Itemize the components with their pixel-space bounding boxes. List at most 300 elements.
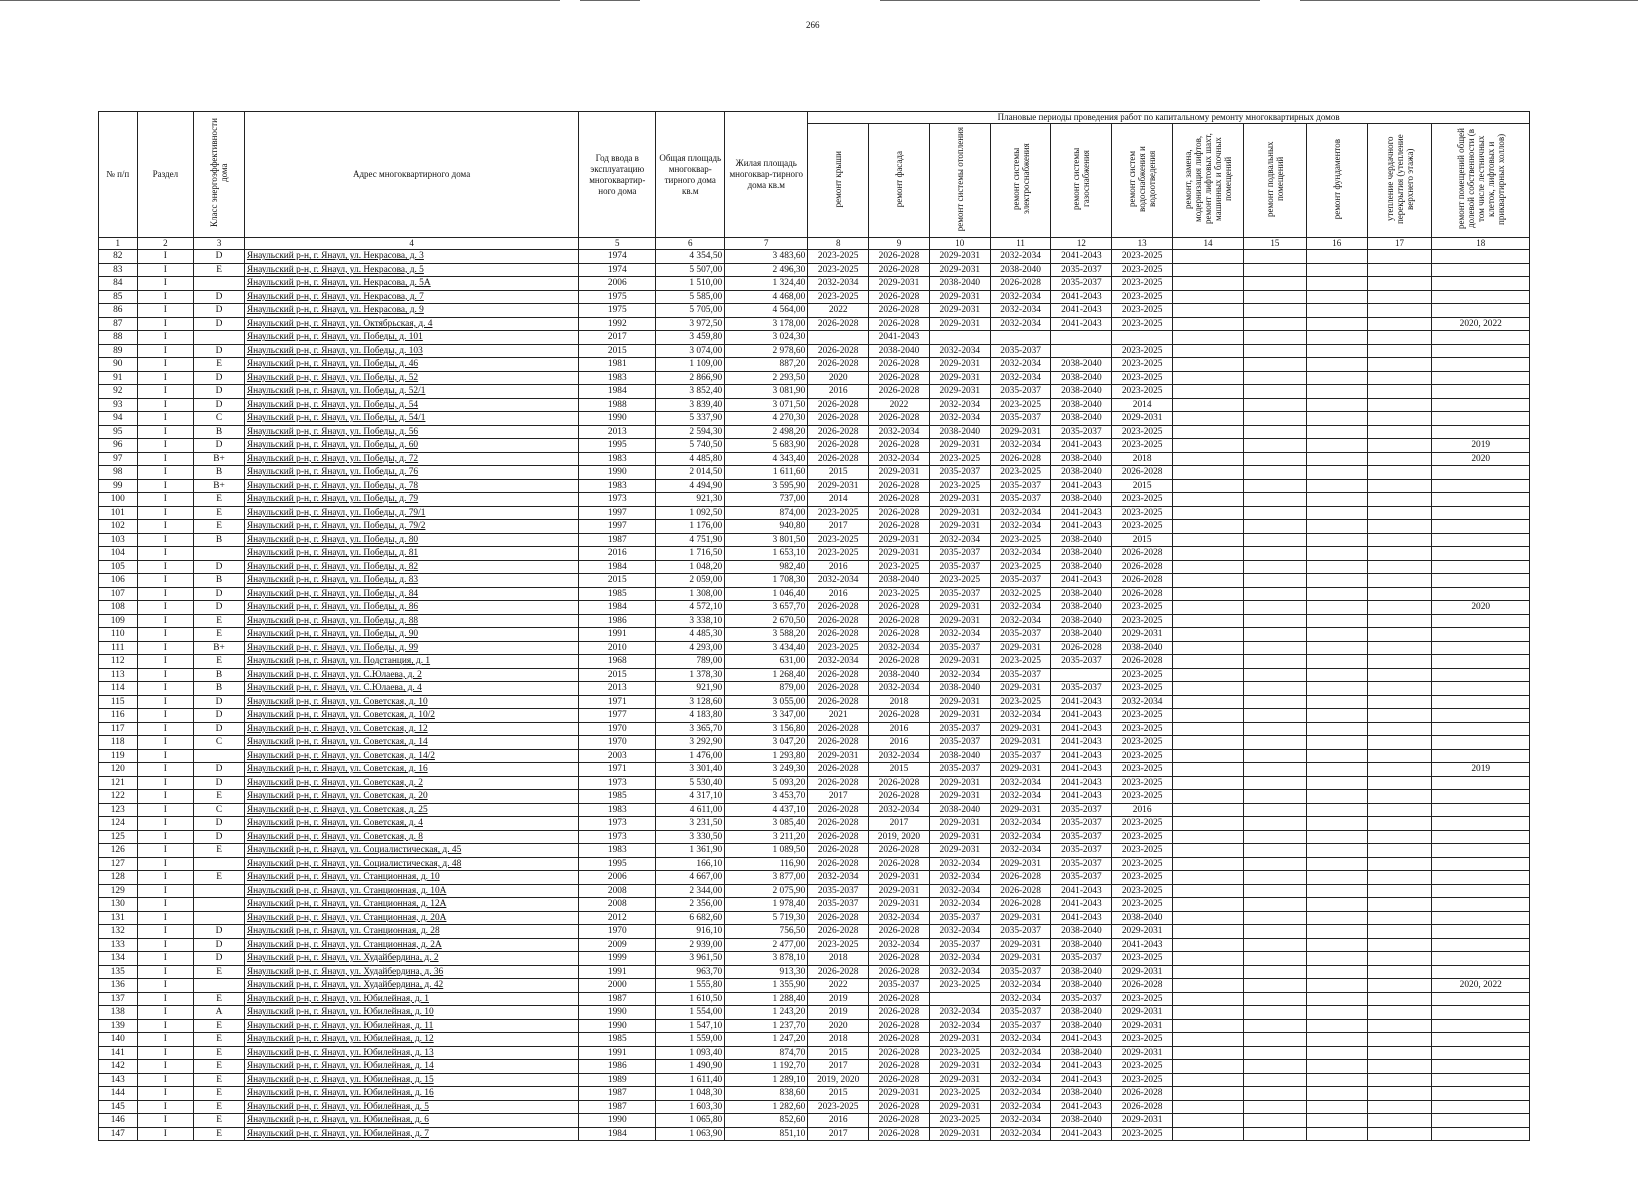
cell-attic-insulation <box>1367 695 1432 709</box>
cell-facade-repair: 2026-2028 <box>869 520 930 534</box>
cell-address: Янаульский р-н, г. Янаул, ул. С.Юлаева, д. 4 <box>244 682 578 696</box>
cell-gas-repair: 2041-2043 <box>1051 722 1112 736</box>
cell-living-area: 1 089,50 <box>725 844 808 858</box>
cell-total-area: 4 293,00 <box>656 641 725 655</box>
cell-common-area-repair <box>1432 898 1530 912</box>
table-row <box>99 776 1530 790</box>
cell-common-area-repair <box>1432 1046 1530 1060</box>
cell-heating-repair: 2035-2037 <box>929 736 990 750</box>
cell-basement-repair <box>1244 520 1307 534</box>
cell-basement-repair <box>1244 709 1307 723</box>
cell-address: Янаульский р-н, г. Янаул, ул. С.Юлаева, д. 2 <box>244 668 578 682</box>
cell-living-area: 3 347,00 <box>725 709 808 723</box>
cell-gas-repair: 2041-2043 <box>1051 574 1112 588</box>
cell-attic-insulation <box>1367 1114 1432 1128</box>
cell-roof-repair: 2023-2025 <box>808 290 869 304</box>
cell-electric-repair: 2032-2034 <box>990 817 1051 831</box>
cell-address: Янаульский р-н, г. Янаул, ул. Советская, д. 2 <box>244 776 578 790</box>
cell-living-area: 940,80 <box>725 520 808 534</box>
cell-elevator-repair <box>1173 1087 1244 1101</box>
cell-address: Янаульский р-н, г. Янаул, ул. Победы, д. 79 <box>244 493 578 507</box>
cell-facade-repair: 2029-2031 <box>869 898 930 912</box>
col-header-9: ремонт фасада <box>869 124 930 238</box>
cell-electric-repair: 2026-2028 <box>990 884 1051 898</box>
cell-year-built: 1973 <box>579 830 656 844</box>
cell-common-area-repair <box>1432 695 1530 709</box>
cell-gas-repair: 2038-2040 <box>1051 1006 1112 1020</box>
cell-heating-repair: 2023-2025 <box>929 1087 990 1101</box>
cell-common-area-repair <box>1432 668 1530 682</box>
table-row <box>99 979 1530 993</box>
cell-foundation-repair <box>1306 911 1367 925</box>
col-header-14: ремонт, замена, модернизация лифтов, ремонт лифтовых шахт, машинных и блочных помещений <box>1173 124 1244 238</box>
cell-facade-repair: 2026-2028 <box>869 250 930 264</box>
cell-living-area: 874,00 <box>725 506 808 520</box>
cell-foundation-repair <box>1306 776 1367 790</box>
cell-facade-repair: 2032-2034 <box>869 938 930 952</box>
cell-water-repair: 2023-2025 <box>1112 250 1173 264</box>
cell-water-repair: 2023-2025 <box>1112 763 1173 777</box>
cell-roof-repair <box>808 331 869 345</box>
cell-section: I <box>137 439 194 453</box>
cell-year-built: 1985 <box>579 587 656 601</box>
cell-heating-repair: 2032-2034 <box>929 344 990 358</box>
cell-year-built: 1970 <box>579 722 656 736</box>
cell-address: Янаульский р-н, г. Янаул, ул. Станционная, д. 12А <box>244 898 578 912</box>
cell-electric-repair: 2032-2034 <box>990 601 1051 615</box>
cell-electric-repair: 2035-2037 <box>990 412 1051 426</box>
cell-address: Янаульский р-н, г. Янаул, ул. Победы, д. 54 <box>244 398 578 412</box>
cell-water-repair: 2023-2025 <box>1112 520 1173 534</box>
table-row <box>99 938 1530 952</box>
cell-electric-repair: 2023-2025 <box>990 695 1051 709</box>
cell-living-area: 913,30 <box>725 965 808 979</box>
cell-water-repair: 2023-2025 <box>1112 425 1173 439</box>
cell-water-repair: 2038-2040 <box>1112 641 1173 655</box>
cell-address: Янаульский р-н, г. Янаул, ул. Юбилейная, д. 7 <box>244 1127 578 1141</box>
cell-water-repair: 2023-2025 <box>1112 344 1173 358</box>
cell-energy-class: E <box>194 614 245 628</box>
cell-living-area: 1 611,60 <box>725 466 808 480</box>
cell-year-built: 1983 <box>579 803 656 817</box>
capital-repair-table <box>98 111 1530 1141</box>
cell-living-area: 1 289,10 <box>725 1073 808 1087</box>
table-row <box>99 898 1530 912</box>
col-number: 10 <box>929 238 990 250</box>
cell-facade-repair: 2026-2028 <box>869 1033 930 1047</box>
cell-year-built: 2006 <box>579 277 656 291</box>
cell-gas-repair: 2035-2037 <box>1051 655 1112 669</box>
cell-attic-insulation <box>1367 763 1432 777</box>
col-header-11: ремонт системы электроснабжения <box>990 124 1051 238</box>
cell-address: Янаульский р-н, г. Янаул, ул. Советская, д. 16 <box>244 763 578 777</box>
table-row <box>99 290 1530 304</box>
col-number: 6 <box>656 238 725 250</box>
cell-section: I <box>137 371 194 385</box>
table-row <box>99 884 1530 898</box>
cell-electric-repair: 2032-2034 <box>990 1046 1051 1060</box>
cell-heating-repair: 2035-2037 <box>929 911 990 925</box>
cell-facade-repair: 2026-2028 <box>869 290 930 304</box>
cell-address: Янаульский р-н, г. Янаул, ул. Юбилейная, д. 12 <box>244 1033 578 1047</box>
cell-foundation-repair <box>1306 722 1367 736</box>
cell-basement-repair <box>1244 331 1307 345</box>
cell-total-area: 1 559,00 <box>656 1033 725 1047</box>
cell-elevator-repair <box>1173 290 1244 304</box>
cell-foundation-repair <box>1306 871 1367 885</box>
table-row <box>99 263 1530 277</box>
cell-roof-repair: 2026-2028 <box>808 911 869 925</box>
cell-elevator-repair <box>1173 398 1244 412</box>
cell-section: I <box>137 466 194 480</box>
cell-total-area: 1 109,00 <box>656 358 725 372</box>
col-number: 17 <box>1367 238 1432 250</box>
cell-water-repair: 2026-2028 <box>1112 574 1173 588</box>
cell-address: Янаульский р-н, г. Янаул, ул. Победы, д. 76 <box>244 466 578 480</box>
cell-attic-insulation <box>1367 1019 1432 1033</box>
cell-electric-repair: 2029-2031 <box>990 425 1051 439</box>
cell-section: I <box>137 506 194 520</box>
cell-foundation-repair <box>1306 749 1367 763</box>
cell-elevator-repair <box>1173 439 1244 453</box>
cell-living-area: 1 247,20 <box>725 1033 808 1047</box>
cell-address: Янаульский р-н, г. Янаул, ул. Юбилейная, д. 16 <box>244 1087 578 1101</box>
cell-total-area: 4 354,50 <box>656 250 725 264</box>
cell-common-area-repair <box>1432 709 1530 723</box>
table-row <box>99 1127 1530 1141</box>
cell-energy-class: B <box>194 668 245 682</box>
cell-foundation-repair <box>1306 371 1367 385</box>
cell-year-built: 1970 <box>579 736 656 750</box>
table-row <box>99 709 1530 723</box>
cell-attic-insulation <box>1367 277 1432 291</box>
cell-energy-class: B <box>194 466 245 480</box>
cell-facade-repair: 2029-2031 <box>869 533 930 547</box>
cell-facade-repair: 2029-2031 <box>869 547 930 561</box>
col-number: 12 <box>1051 238 1112 250</box>
cell-basement-repair <box>1244 952 1307 966</box>
cell-common-area-repair <box>1432 344 1530 358</box>
cell-living-area: 1 708,30 <box>725 574 808 588</box>
cell-heating-repair: 2029-2031 <box>929 1060 990 1074</box>
cell-foundation-repair <box>1306 628 1367 642</box>
cell-year-built: 1981 <box>579 358 656 372</box>
cell-water-repair: 2023-2025 <box>1112 263 1173 277</box>
cell-facade-repair: 2023-2025 <box>869 560 930 574</box>
cell-year-built: 2006 <box>579 871 656 885</box>
cell-address: Янаульский р-н, г. Янаул, ул. Победы, д. 90 <box>244 628 578 642</box>
cell-heating-repair: 2035-2037 <box>929 641 990 655</box>
cell-living-area: 2 496,30 <box>725 263 808 277</box>
table-row <box>99 911 1530 925</box>
cell-attic-insulation <box>1367 1033 1432 1047</box>
cell-row-number: 111 <box>99 641 138 655</box>
cell-living-area: 1 355,90 <box>725 979 808 993</box>
cell-basement-repair <box>1244 736 1307 750</box>
cell-energy-class: B+ <box>194 641 245 655</box>
table-row <box>99 857 1530 871</box>
cell-address: Янаульский р-н, г. Янаул, ул. Советская, д. 10 <box>244 695 578 709</box>
cell-common-area-repair <box>1432 938 1530 952</box>
cell-section: I <box>137 1073 194 1087</box>
cell-energy-class: D <box>194 290 245 304</box>
cell-roof-repair: 2023-2025 <box>808 1100 869 1114</box>
cell-attic-insulation <box>1367 520 1432 534</box>
cell-energy-class: C <box>194 803 245 817</box>
cell-gas-repair: 2026-2028 <box>1051 641 1112 655</box>
cell-gas-repair <box>1051 668 1112 682</box>
cell-elevator-repair <box>1173 385 1244 399</box>
cell-gas-repair: 2035-2037 <box>1051 857 1112 871</box>
cell-gas-repair: 2035-2037 <box>1051 844 1112 858</box>
cell-foundation-repair <box>1306 938 1367 952</box>
cell-row-number: 86 <box>99 304 138 318</box>
cell-gas-repair: 2038-2040 <box>1051 493 1112 507</box>
cell-basement-repair <box>1244 560 1307 574</box>
cell-section: I <box>137 871 194 885</box>
col-number: 2 <box>137 238 194 250</box>
cell-common-area-repair <box>1432 331 1530 345</box>
cell-heating-repair: 2035-2037 <box>929 587 990 601</box>
cell-energy-class: D <box>194 722 245 736</box>
cell-living-area: 3 249,30 <box>725 763 808 777</box>
cell-address: Янаульский р-н, г. Янаул, ул. Худайбердина, д. 42 <box>244 979 578 993</box>
cell-energy-class: D <box>194 385 245 399</box>
cell-water-repair: 2023-2025 <box>1112 317 1173 331</box>
cell-total-area: 4 667,00 <box>656 871 725 885</box>
cell-foundation-repair <box>1306 817 1367 831</box>
cell-roof-repair: 2023-2025 <box>808 263 869 277</box>
cell-elevator-repair <box>1173 803 1244 817</box>
cell-electric-repair: 2032-2034 <box>990 358 1051 372</box>
cell-foundation-repair <box>1306 641 1367 655</box>
cell-electric-repair: 2032-2034 <box>990 1060 1051 1074</box>
cell-basement-repair <box>1244 668 1307 682</box>
cell-row-number: 94 <box>99 412 138 426</box>
cell-facade-repair: 2016 <box>869 736 930 750</box>
cell-water-repair: 2023-2025 <box>1112 776 1173 790</box>
cell-section: I <box>137 857 194 871</box>
cell-attic-insulation <box>1367 547 1432 561</box>
table-row <box>99 749 1530 763</box>
cell-electric-repair: 2032-2034 <box>990 317 1051 331</box>
col-header-17: утепление чердачного перекрытия (утепление верхнего этажа) <box>1367 124 1432 238</box>
cell-foundation-repair <box>1306 1127 1367 1141</box>
cell-year-built: 1971 <box>579 763 656 777</box>
cell-foundation-repair <box>1306 520 1367 534</box>
cell-elevator-repair <box>1173 1033 1244 1047</box>
cell-address: Янаульский р-н, г. Янаул, ул. Победы, д. 78 <box>244 479 578 493</box>
cell-common-area-repair <box>1432 628 1530 642</box>
cell-section: I <box>137 682 194 696</box>
cell-water-repair: 2023-2025 <box>1112 614 1173 628</box>
col-header-3: Класс энергоэффективности дома <box>194 112 245 238</box>
cell-facade-repair: 2026-2028 <box>869 925 930 939</box>
cell-attic-insulation <box>1367 1073 1432 1087</box>
cell-year-built: 2012 <box>579 911 656 925</box>
cell-water-repair: 2023-2025 <box>1112 1060 1173 1074</box>
cell-foundation-repair <box>1306 952 1367 966</box>
cell-row-number: 139 <box>99 1019 138 1033</box>
cell-facade-repair: 2026-2028 <box>869 655 930 669</box>
cell-energy-class: B <box>194 533 245 547</box>
cell-row-number: 102 <box>99 520 138 534</box>
cell-section: I <box>137 817 194 831</box>
cell-total-area: 4 485,30 <box>656 628 725 642</box>
cell-section: I <box>137 263 194 277</box>
cell-common-area-repair: 2020 <box>1432 452 1530 466</box>
cell-heating-repair: 2029-2031 <box>929 493 990 507</box>
cell-elevator-repair <box>1173 857 1244 871</box>
cell-total-area: 1 361,90 <box>656 844 725 858</box>
table-row <box>99 520 1530 534</box>
cell-living-area: 851,10 <box>725 1127 808 1141</box>
table-row <box>99 317 1530 331</box>
cell-row-number: 145 <box>99 1100 138 1114</box>
cell-water-repair: 2023-2025 <box>1112 992 1173 1006</box>
cell-energy-class: D <box>194 709 245 723</box>
cell-address: Янаульский р-н, г. Янаул, ул. Социалистическая, д. 48 <box>244 857 578 871</box>
cell-common-area-repair <box>1432 1033 1530 1047</box>
cell-section: I <box>137 1127 194 1141</box>
cell-electric-repair: 2029-2031 <box>990 763 1051 777</box>
cell-gas-repair: 2038-2040 <box>1051 938 1112 952</box>
cell-heating-repair: 2032-2034 <box>929 952 990 966</box>
cell-basement-repair <box>1244 344 1307 358</box>
cell-water-repair: 2026-2028 <box>1112 1100 1173 1114</box>
cell-facade-repair: 2026-2028 <box>869 790 930 804</box>
cell-heating-repair: 2029-2031 <box>929 709 990 723</box>
cell-row-number: 106 <box>99 574 138 588</box>
cell-gas-repair: 2038-2040 <box>1051 547 1112 561</box>
cell-address: Янаульский р-н, г. Янаул, ул. Юбилейная, д. 5 <box>244 1100 578 1114</box>
cell-total-area: 3 301,40 <box>656 763 725 777</box>
cell-common-area-repair <box>1432 614 1530 628</box>
cell-gas-repair: 2035-2037 <box>1051 992 1112 1006</box>
cell-attic-insulation <box>1367 803 1432 817</box>
cell-living-area: 1 282,60 <box>725 1100 808 1114</box>
cell-foundation-repair <box>1306 614 1367 628</box>
cell-attic-insulation <box>1367 1060 1432 1074</box>
cell-year-built: 2009 <box>579 938 656 952</box>
cell-section: I <box>137 560 194 574</box>
cell-water-repair: 2023-2025 <box>1112 682 1173 696</box>
cell-living-area: 756,50 <box>725 925 808 939</box>
cell-section: I <box>137 547 194 561</box>
cell-electric-repair: 2023-2025 <box>990 655 1051 669</box>
cell-facade-repair: 2032-2034 <box>869 803 930 817</box>
cell-water-repair: 2026-2028 <box>1112 1087 1173 1101</box>
cell-foundation-repair <box>1306 1073 1367 1087</box>
table-body <box>99 250 1530 1141</box>
cell-water-repair: 2023-2025 <box>1112 871 1173 885</box>
cell-basement-repair <box>1244 277 1307 291</box>
cell-row-number: 136 <box>99 979 138 993</box>
cell-electric-repair: 2023-2025 <box>990 398 1051 412</box>
cell-heating-repair: 2029-2031 <box>929 817 990 831</box>
cell-section: I <box>137 1033 194 1047</box>
cell-section: I <box>137 452 194 466</box>
cell-total-area: 4 572,10 <box>656 601 725 615</box>
cell-water-repair: 2023-2025 <box>1112 722 1173 736</box>
cell-basement-repair <box>1244 979 1307 993</box>
cell-energy-class: E <box>194 520 245 534</box>
cell-row-number: 138 <box>99 1006 138 1020</box>
cell-foundation-repair <box>1306 1046 1367 1060</box>
cell-total-area: 1 308,00 <box>656 587 725 601</box>
cell-heating-repair: 2029-2031 <box>929 290 990 304</box>
col-header-1: № п/п <box>99 112 138 238</box>
cell-row-number: 121 <box>99 776 138 790</box>
cell-gas-repair <box>1051 331 1112 345</box>
table-row <box>99 992 1530 1006</box>
cell-common-area-repair <box>1432 952 1530 966</box>
cell-energy-class <box>194 857 245 871</box>
cell-foundation-repair <box>1306 317 1367 331</box>
cell-roof-repair: 2032-2034 <box>808 871 869 885</box>
cell-total-area: 3 839,40 <box>656 398 725 412</box>
cell-living-area: 982,40 <box>725 560 808 574</box>
cell-roof-repair: 2017 <box>808 1060 869 1074</box>
cell-heating-repair: 2035-2037 <box>929 938 990 952</box>
cell-water-repair: 2029-2031 <box>1112 1006 1173 1020</box>
cell-heating-repair: 2023-2025 <box>929 452 990 466</box>
cell-row-number: 141 <box>99 1046 138 1060</box>
cell-total-area: 3 330,50 <box>656 830 725 844</box>
cell-row-number: 100 <box>99 493 138 507</box>
table-row <box>99 965 1530 979</box>
cell-address: Янаульский р-н, г. Янаул, ул. Юбилейная, д. 13 <box>244 1046 578 1060</box>
cell-basement-repair <box>1244 695 1307 709</box>
cell-elevator-repair <box>1173 250 1244 264</box>
cell-row-number: 105 <box>99 560 138 574</box>
cell-roof-repair: 2019 <box>808 992 869 1006</box>
cell-total-area: 5 337,90 <box>656 412 725 426</box>
table-row <box>99 1019 1530 1033</box>
table-row <box>99 668 1530 682</box>
cell-common-area-repair <box>1432 263 1530 277</box>
cell-elevator-repair <box>1173 358 1244 372</box>
cell-foundation-repair <box>1306 655 1367 669</box>
cell-total-area: 1 378,30 <box>656 668 725 682</box>
cell-section: I <box>137 628 194 642</box>
cell-total-area: 3 292,90 <box>656 736 725 750</box>
cell-heating-repair: 2029-2031 <box>929 695 990 709</box>
cell-living-area: 3 211,20 <box>725 830 808 844</box>
cell-living-area: 5 093,20 <box>725 776 808 790</box>
cell-section: I <box>137 695 194 709</box>
col-number: 16 <box>1306 238 1367 250</box>
cell-heating-repair: 2032-2034 <box>929 398 990 412</box>
cell-gas-repair: 2035-2037 <box>1051 871 1112 885</box>
cell-facade-repair: 2026-2028 <box>869 412 930 426</box>
cell-gas-repair: 2041-2043 <box>1051 884 1112 898</box>
cell-row-number: 130 <box>99 898 138 912</box>
cell-electric-repair: 2035-2037 <box>990 493 1051 507</box>
cell-foundation-repair <box>1306 290 1367 304</box>
cell-basement-repair <box>1244 317 1307 331</box>
cell-year-built: 1970 <box>579 925 656 939</box>
cell-total-area: 2 939,00 <box>656 938 725 952</box>
cell-row-number: 112 <box>99 655 138 669</box>
cell-facade-repair: 2026-2028 <box>869 1127 930 1141</box>
cell-attic-insulation <box>1367 560 1432 574</box>
table-row <box>99 304 1530 318</box>
cell-energy-class <box>194 547 245 561</box>
cell-heating-repair: 2029-2031 <box>929 844 990 858</box>
cell-energy-class <box>194 911 245 925</box>
cell-living-area: 3 156,80 <box>725 722 808 736</box>
